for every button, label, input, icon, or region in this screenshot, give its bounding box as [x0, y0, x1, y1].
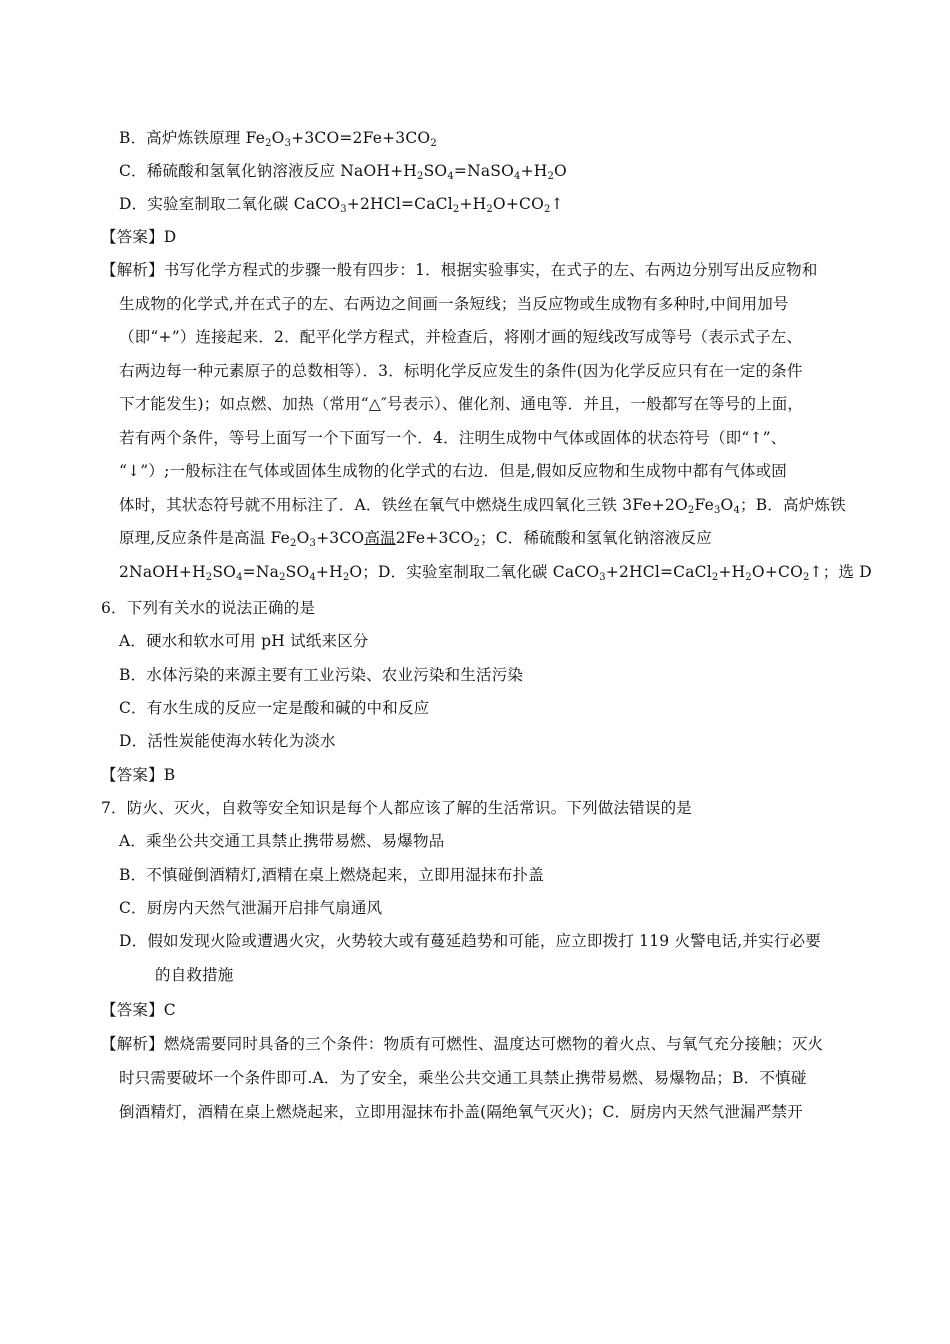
text: +3CO=2Fe+3CO: [291, 129, 431, 147]
sub: 2: [452, 204, 460, 215]
sub: 2: [417, 171, 424, 182]
text: B．高炉炼铁原理 Fe: [119, 129, 266, 147]
q5-analysis-line-5: 下才能发生)；如点燃、加热（常用“△″号表示）、催化剂、通电等．并且，一般都写在等号的上面，: [119, 395, 804, 413]
q5-analysis-line-6: 若有两个条件，等号上面写一个下面写一个．4．注明生成物中气体或固体的状态符号（即“↑”、: [119, 429, 787, 447]
q6-option-d: D．活性炭能使海水转化为淡水: [119, 732, 336, 750]
text: O: [271, 129, 285, 147]
sub: 4: [514, 171, 521, 182]
q7-stem: 7．防火、灭火，自救等安全知识是每个人都应该了解的生活常识。下列做法错误的是: [101, 799, 692, 817]
text: 原理,反应条件是高温 Fe: [119, 529, 291, 547]
q5-option-c: [119, 161, 567, 181]
sub: 3: [284, 138, 292, 149]
q6-option-c: C．有水生成的反应一定是酸和碱的中和反应: [119, 699, 430, 717]
text: SO: [285, 563, 310, 581]
text: C．稀硫酸和氢氧化钠溶液反应 NaOH+H: [119, 162, 418, 180]
text: 2NaOH+H: [119, 563, 206, 581]
text: D．实验室制取二氧化碳 CaCO: [119, 195, 341, 213]
text: +H: [315, 563, 343, 581]
text: ↑；选 D: [809, 563, 872, 581]
text: +2HCl=CaCl: [346, 195, 453, 213]
sub: 2: [711, 572, 719, 583]
text: O: [720, 496, 734, 514]
text: +3CO: [316, 529, 365, 547]
q5-analysis-line-8: [119, 495, 846, 515]
sub: 2: [430, 138, 437, 149]
sub: 4: [309, 572, 316, 583]
text: 书写化学方程式的步骤一般有四步：1．根据实验事实，在式子的左、右两边分别写出反应物和: [163, 261, 818, 279]
text: ↑: [550, 195, 564, 213]
q6-option-b: B．水体污染的来源主要有工业污染、农业污染和生活污染: [119, 666, 524, 684]
sub: 2: [486, 204, 493, 215]
text: SO: [212, 563, 237, 581]
q5-analysis-line-1: [101, 260, 818, 280]
sub: 2: [342, 572, 350, 583]
sub: 2: [745, 572, 752, 583]
sub: 2: [802, 572, 810, 583]
q6-answer: 【答案】B: [101, 766, 176, 784]
q6-stem: 6．下列有关水的说法正确的是: [101, 599, 316, 617]
text: 燃烧需要同时具备的三个条件：物质有可燃性、温度达可燃物的着火点、与氧气充分接触；灭火: [163, 1035, 824, 1053]
text: ；B．高炉炼铁: [740, 496, 846, 514]
analysis-label: 【解析】: [101, 261, 164, 279]
q5-option-d: [119, 194, 564, 214]
q7-option-a: A．乘坐公共交通工具禁止携带易燃、易爆物品: [119, 832, 445, 850]
sub: 3: [340, 204, 347, 215]
q6-option-a: A．硬水和软水可用 pH 试纸来区分: [119, 632, 369, 650]
text: +H: [459, 195, 487, 213]
sub: 2: [279, 572, 286, 583]
sub: 2: [205, 572, 213, 583]
text: Fe: [694, 496, 714, 514]
text: +2HCl=CaCl: [605, 563, 712, 581]
text: O: [554, 162, 567, 180]
q7-option-b: B．不慎碰倒酒精灯,酒精在桌上燃烧起来，立即用湿抹布扑盖: [119, 866, 544, 884]
q7-analysis-line-3: 倒酒精灯，酒精在桌上燃烧起来，立即用湿抹布扑盖(隔绝氧气灭火)；C．厨房内天然气泄漏严禁开: [119, 1103, 803, 1121]
q5-answer: 【答案】D: [101, 228, 177, 246]
q5-option-b: [119, 128, 437, 148]
text: O+CO: [492, 195, 544, 213]
sub: 2: [290, 538, 297, 549]
text: O: [296, 529, 310, 547]
sub: 2: [473, 538, 481, 549]
q7-option-d: D．假如发现火险或遭遇火灾，火势较大或有蔓延趋势和可能，应立即拨打 119 火警电话,并实行必要: [119, 932, 821, 950]
text: +H: [718, 563, 746, 581]
text: 体时，其状态符号就不用标注了．A．铁丝在氧气中燃烧生成四氧化三铁 3Fe+2O: [119, 496, 688, 514]
text: =NaSO: [453, 162, 515, 180]
q5-analysis-line-9: [119, 528, 712, 548]
text: +H: [520, 162, 548, 180]
sub: 2: [265, 138, 272, 149]
sub: 2: [687, 505, 695, 516]
sub: 2: [543, 204, 551, 215]
q5-analysis-line-2: 生成物的化学式,并在式子的左、右两边之间画一条短线；当反应物或生成物有多种时,中间用加号: [119, 295, 789, 313]
condition-underlined: 高温: [364, 529, 396, 547]
text: O+CO: [751, 563, 803, 581]
sub: 3: [309, 538, 317, 549]
sub: 4: [733, 505, 741, 516]
q7-analysis-line-1: [101, 1034, 823, 1054]
analysis-label: 【解析】: [101, 1035, 164, 1053]
sub: 4: [447, 171, 454, 182]
text: SO: [423, 162, 448, 180]
text: =Na: [242, 563, 280, 581]
q7-analysis-line-2: 时只需要破坏一个条件即可.A．为了安全，乘坐公共交通工具禁止携带易燃、易爆物品；B．不慎碰: [119, 1069, 807, 1087]
sub: 4: [236, 572, 243, 583]
sub: 3: [713, 505, 721, 516]
text: 2Fe+3CO: [395, 529, 474, 547]
sub: 3: [599, 572, 606, 583]
q5-analysis-line-3: （即“+”）连接起来．2．配平化学方程式，并检查后，将刚才画的短线改写成等号（表示式子左、: [119, 328, 803, 346]
q7-answer: 【答案】C: [101, 1001, 176, 1019]
sub: 2: [547, 171, 555, 182]
text: O；D．实验室制取二氧化碳 CaCO: [349, 563, 600, 581]
q7-option-c: C．厨房内天然气泄漏开启排气扇通风: [119, 899, 383, 917]
text: ；C．稀硫酸和氢氧化钠溶液反应: [480, 529, 712, 547]
q5-analysis-line-7: “↓”）;一般标注在气体或固体生成物的化学式的右边．但是,假如反应物和生成物中都有气体或固: [119, 462, 787, 480]
q5-analysis-line-4: 右两边每一种元素原子的总数相等）．3．标明化学反应发生的条件(因为化学反应只有在一定的条件: [119, 362, 803, 380]
q7-option-d-cont: 的自救措施: [155, 966, 234, 984]
q5-analysis-line-10: [119, 562, 872, 582]
